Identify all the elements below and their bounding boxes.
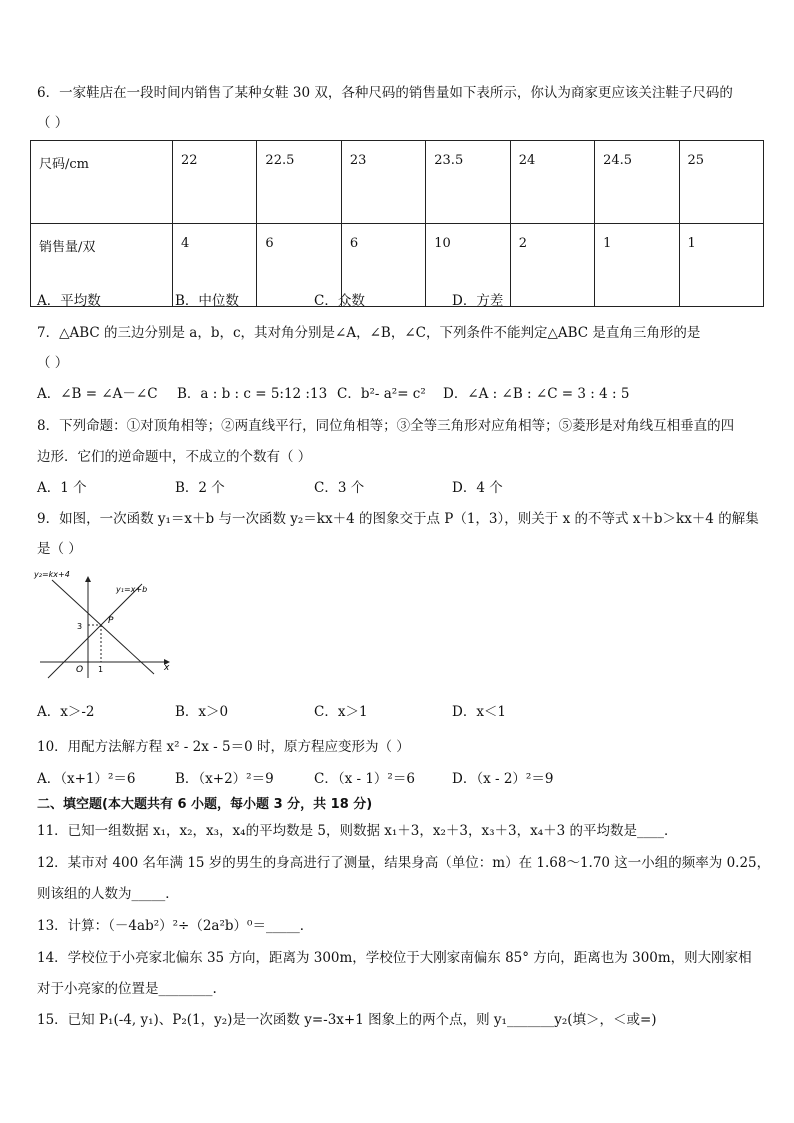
q9-option-a[interactable]: A．x＞-2 xyxy=(37,704,95,720)
table-cell: 22.5 xyxy=(257,141,341,224)
table-cell: 22 xyxy=(173,141,257,224)
table-cell: 25 xyxy=(679,141,763,224)
q9-option-b[interactable]: B．x＞0 xyxy=(175,704,229,720)
q6-stem-line2: （ ） xyxy=(37,115,69,131)
line-y1 xyxy=(48,584,142,678)
table-cell: 6 xyxy=(257,224,341,307)
label-p: P xyxy=(108,616,114,626)
q15-stem: 15．已知 P₁(-4, y₁)、P₂(1，y₂)是一次函数 y=-3x+1 图象上的两个点，则 y₁_______y₂(填＞，＜或=) xyxy=(37,1012,657,1028)
table-cell: 23 xyxy=(341,141,425,224)
label-y2: y₂=kx+4 xyxy=(34,570,70,579)
q7-option-d[interactable]: D．∠A : ∠B : ∠C = 3 : 4 : 5 xyxy=(443,386,630,402)
q7-option-b[interactable]: B．a : b : c = 5:12 :13 xyxy=(177,386,328,402)
q9-stem-line2: 是（ ） xyxy=(37,541,82,557)
q6-option-d[interactable]: D．方差 xyxy=(452,293,504,309)
q10-option-a[interactable]: A．（x+1）²＝6 xyxy=(37,771,136,787)
q6-option-b[interactable]: B．中位数 xyxy=(175,293,239,309)
q8-stem-line1: 8．下列命题：①对顶角相等；②两直线平行，同位角相等；③全等三角形对应角相等；⑤菱形是对角线互相垂直的四 xyxy=(37,418,735,434)
label-origin: O xyxy=(76,665,84,675)
section-heading-fill-in: 二、填空题(本大题共有 6 小题，每小题 3 分，共 18 分) xyxy=(37,797,373,812)
q9-function-graph xyxy=(30,566,178,686)
table-header-sales: 销售量/双 xyxy=(31,224,173,307)
q7-option-c[interactable]: C．b²- a²= c² xyxy=(337,386,426,402)
q6-option-c[interactable]: C．众数 xyxy=(314,293,365,309)
table-cell: 6 xyxy=(341,224,425,307)
q13-stem: 13．计算：（－4ab²）²÷（2a²b）⁰＝_____． xyxy=(37,918,314,934)
table-row xyxy=(31,141,764,224)
y-axis-arrow-icon xyxy=(85,576,91,582)
table-cell: 1 xyxy=(679,224,763,307)
table-cell: 1 xyxy=(595,224,679,307)
table-cell: 2 xyxy=(510,224,594,307)
q7-option-a[interactable]: A．∠B = ∠A－∠C xyxy=(37,386,158,402)
q6-option-a[interactable]: A．平均数 xyxy=(37,293,101,309)
q10-stem: 10．用配方法解方程 x² - 2x - 5＝0 时，原方程应变形为（ ） xyxy=(37,739,410,755)
table-cell: 10 xyxy=(426,224,510,307)
table-cell: 23.5 xyxy=(426,141,510,224)
label-3: 3 xyxy=(77,622,83,631)
label-1: 1 xyxy=(98,665,104,674)
table-cell: 24.5 xyxy=(595,141,679,224)
q12-stem-line1: 12．某市对 400 名年满 15 岁的男生的身高进行了测量，结果身高（单位：m）在 1.68～1.70 这一小组的频率为 0.25， xyxy=(37,855,771,871)
q12-stem-line2: 则该组的人数为_____． xyxy=(37,886,179,902)
q10-option-b[interactable]: B．（x+2）²＝9 xyxy=(175,771,274,787)
q7-stem-line1: 7．△ABC 的三边分别是 a，b，c，其对角分别是∠A，∠B，∠C，下列条件不能判定△ABC 是直角三角形的是 xyxy=(37,325,701,341)
q9-option-d[interactable]: D．x＜1 xyxy=(452,704,507,720)
shoe-size-table xyxy=(30,140,764,307)
table-row xyxy=(31,224,764,307)
q9-stem-line1: 9．如图，一次函数 y₁＝x＋b 与一次函数 y₂＝kx＋4 的图象交于点 P（1，3），则关于 x 的不等式 x＋b＞kx＋4 的解集 xyxy=(37,511,759,527)
q8-option-b[interactable]: B．2 个 xyxy=(175,480,225,496)
q11-stem: 11．已知一组数据 x₁，x₂，x₃，x₄的平均数是 5，则数据 x₁＋3，x₂＋3，x₃＋3，x₄＋3 的平均数是____． xyxy=(37,823,678,839)
q8-option-a[interactable]: A．1 个 xyxy=(37,480,87,496)
q14-stem-line2: 对于小亮家的位置是________. xyxy=(37,981,217,997)
q6-stem-line1: 6．一家鞋店在一段时间内销售了某种女鞋 30 双，各种尺码的销售量如下表所示，你认为商家更应该关注鞋子尺码的 xyxy=(37,85,733,101)
q10-option-d[interactable]: D．（x - 2）²＝9 xyxy=(452,771,554,787)
q9-option-c[interactable]: C．x＞1 xyxy=(314,704,368,720)
line-y2 xyxy=(52,580,154,674)
q8-option-c[interactable]: C．3 个 xyxy=(314,480,365,496)
q10-option-c[interactable]: C．（x - 1）²＝6 xyxy=(314,771,415,787)
table-cell: 4 xyxy=(173,224,257,307)
table-header-size: 尺码/cm xyxy=(31,141,173,224)
q7-stem-line2: （ ） xyxy=(37,355,69,371)
label-x: x xyxy=(164,663,170,673)
label-y1: y₁=x+b xyxy=(116,585,148,594)
q8-stem-line2: 边形．它们的逆命题中，不成立的个数有（ ） xyxy=(37,449,312,465)
table-cell: 24 xyxy=(510,141,594,224)
q14-stem-line1: 14．学校位于小亮家北偏东 35 方向，距离为 300m，学校位于大刚家南偏东 85° 方向，距离也为 300m，则大刚家相 xyxy=(37,950,752,966)
q8-option-d[interactable]: D．4 个 xyxy=(452,480,503,496)
